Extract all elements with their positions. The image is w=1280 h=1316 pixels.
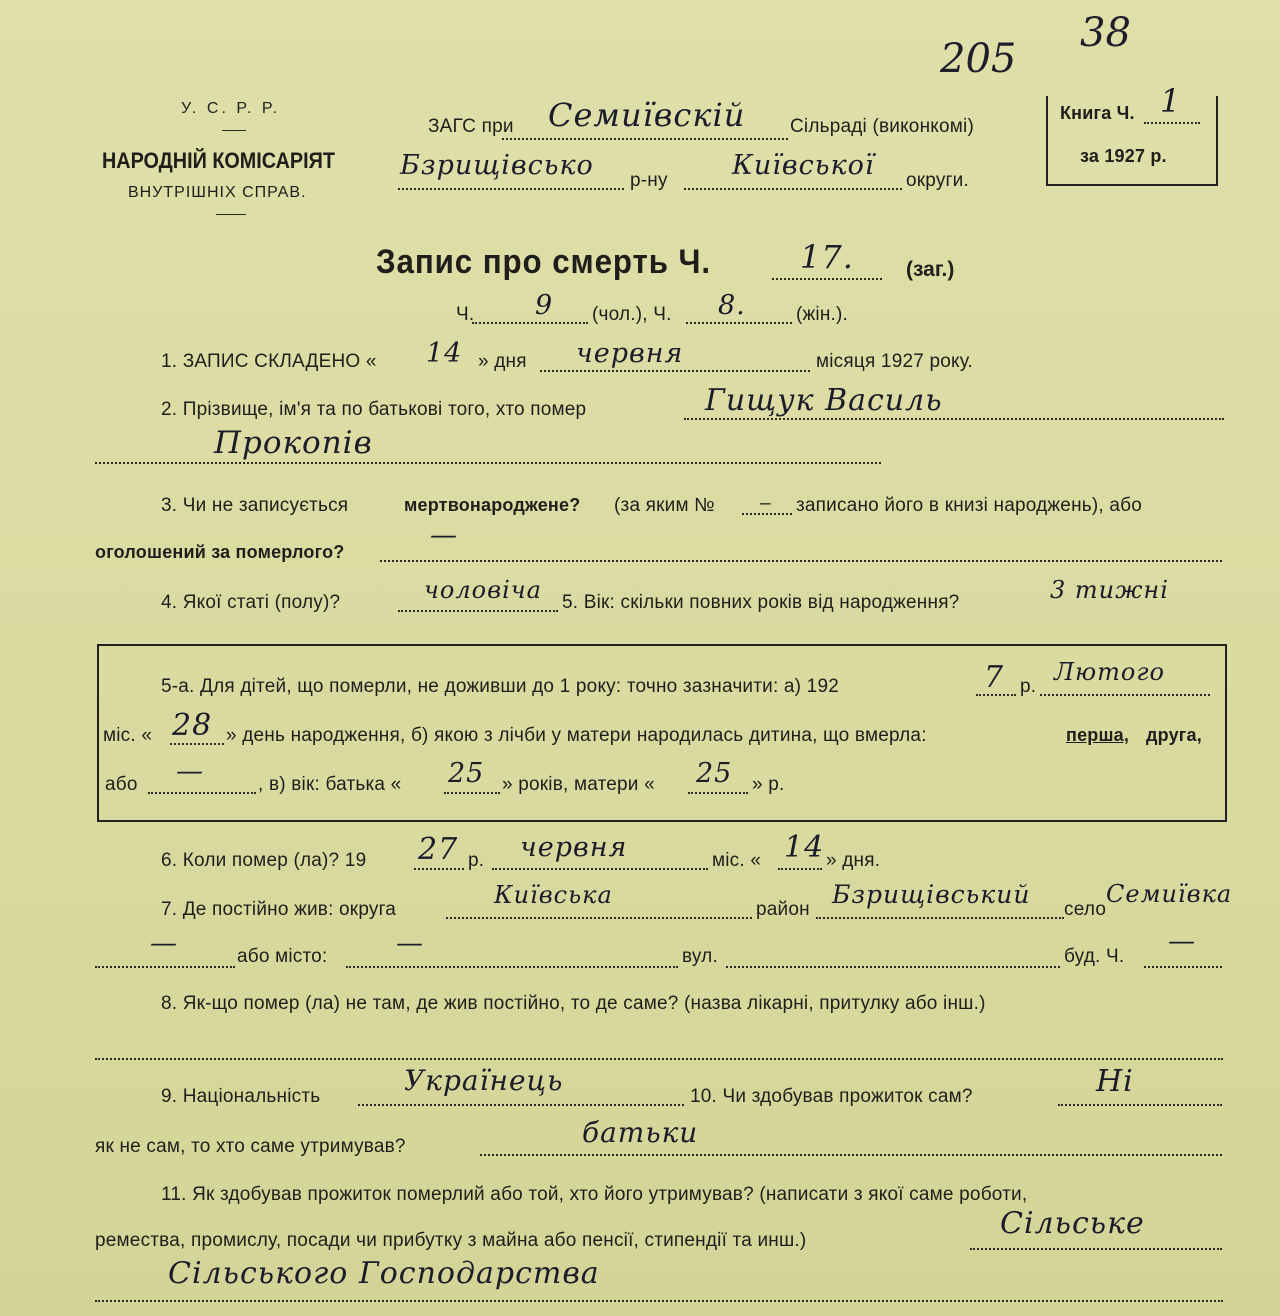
f3-suffix: записано його в книзі народжень), або [796,495,1142,516]
f1-day-suffix: » дня [478,351,527,372]
book-value: 1 [1160,82,1182,120]
f6-suffix: » дня. [826,850,881,871]
book-year: за 1927 р. [1080,146,1167,166]
f5a-text3: , в) вік: батька « [258,774,402,795]
f1-day: 14 [426,338,463,369]
f8-label: 8. Як-що помер (ла) не там, де жив постійно, то де саме? (назва лікарні, притулку або інш.) [161,993,986,1014]
book-label: Книга Ч. [1060,103,1135,123]
f6-year: 27 [418,832,459,867]
f5a-day: 28 [172,708,213,743]
male-label: Ч. [456,304,475,325]
f7-bud-label: буд. Ч. [1064,946,1125,967]
f3-declared-dead: оголошений за померлого? [95,542,345,562]
f3-label: 3. Чи не записується [161,495,349,516]
f7-misto: — [396,928,424,959]
zags-label: ЗАГС при [428,116,514,137]
f5a-text5: » р. [752,774,785,795]
f5a-month: Лютого [1054,658,1165,686]
f4-label: 4. Якої статі (полу)? [161,592,341,613]
f7-rayon: Бзрищівський [832,880,1031,909]
f7-label: 7. Де постійно жив: округа [161,899,397,920]
f5-label: 5. Вік: скільки повних років від народження? [562,592,960,613]
f3-mid: (за яким № [614,495,715,516]
archive-sheet-number: 38 [1080,10,1131,56]
republic-label: У. С. Р. Р. [181,100,281,117]
record-title: Запис про смерть Ч. [376,243,712,281]
f7-vul-label: вул. [682,946,718,967]
okruha-label: округи. [906,170,969,191]
f2-name-line2: Прокопів [214,425,373,461]
f5a-text4: » років, матери « [502,774,655,795]
f3-stillborn: мертвонароджене? [404,495,581,515]
f5a-mis: міс. « [103,725,153,746]
f1-label: 1. ЗАПИС СКЛАДЕНО « [161,351,377,372]
council-label: Сільраді (виконкомі) [790,116,974,137]
f7-okruha: Київська [494,881,613,909]
f10b-label: як не сам, то хто саме утримував? [95,1136,406,1157]
f10-label: 10. Чи здобував прожиток сам? [690,1086,973,1107]
f5a-r: р. [1020,676,1037,697]
f11-value2: Сільського Господарства [168,1256,600,1291]
f7-selo: Семиївка [1106,880,1233,908]
ministry-title: НАРОДНІЙ КОМІСАРІЯТ [102,148,335,173]
female-count: 8. [718,290,746,321]
district-value: Бзрищівсько [400,150,594,181]
record-total-suffix: (заг.) [906,258,955,281]
f5a-second: друга, [1146,725,1202,745]
f6-mis: міс. « [712,850,762,871]
zags-value: Семиївскій [548,96,746,134]
f11-label2: ремества, промислу, посади чи прибутку з майна або пенсії, стипендії та инш.) [95,1230,807,1251]
female-suffix: (жін.). [796,304,849,325]
f5a-other: — [176,756,204,787]
male-suffix: (чол.), Ч. [592,304,672,325]
okruha-value: Київської [732,150,875,181]
f5a-year: 7 [984,660,1005,695]
f1-suffix: місяця 1927 року. [816,351,974,372]
f7-selo-label: село [1064,899,1107,920]
f11-value1: Сільське [1000,1206,1145,1241]
f6-day: 14 [784,830,825,865]
f9-label: 9. Національність [161,1086,321,1107]
f7-bud: — [1168,926,1196,957]
f4-value: чоловіча [424,576,542,604]
ministry-subtitle: ВНУТРІШНІХ СПРАВ. [128,184,307,201]
f5-value: 3 тижні [1050,576,1169,604]
f5a-label: 5-а. Для дітей, що померли, не доживши до 1 року: точно зазначити: а) 192 [161,676,839,697]
f5a-abo: або [105,774,138,795]
f5a-mother-age: 25 [696,758,733,789]
f10b-value: батьки [582,1116,699,1149]
f6-r: р. [468,850,485,871]
f3-declared-value: — [430,520,458,551]
f11-label: 11. Як здобував прожиток померлий або той, хто його утримував? (написати з якої саме роботи, [161,1184,1028,1205]
f7-misto-label: або місто: [237,946,328,967]
f5a-text2: » день народження, б) якою з лічби у матери народилась дитина, що вмерла: [226,725,927,746]
f2-name-line1: Гищук Василь [705,383,943,418]
f10-value: Ні [1096,1064,1134,1099]
f6-label: 6. Коли помер (ла)? 19 [161,850,367,871]
f2-label: 2. Прізвище, ім'я та по батькові того, хто помер [161,399,587,420]
f1-month: червня [576,338,684,369]
district-label: р-ну [630,170,668,191]
f7-dash: — [150,928,178,959]
f6-month: червня [520,832,628,863]
f9-nationality: Українець [404,1064,564,1097]
archive-page-number: 205 [940,36,1017,82]
f7-rayon-label: район [756,899,810,920]
f5a-father-age: 25 [448,758,485,789]
f5a-first: перша, [1066,725,1130,745]
record-number: 17. [800,238,854,276]
f3-number: – [760,493,771,514]
male-count: 9 [535,290,554,321]
